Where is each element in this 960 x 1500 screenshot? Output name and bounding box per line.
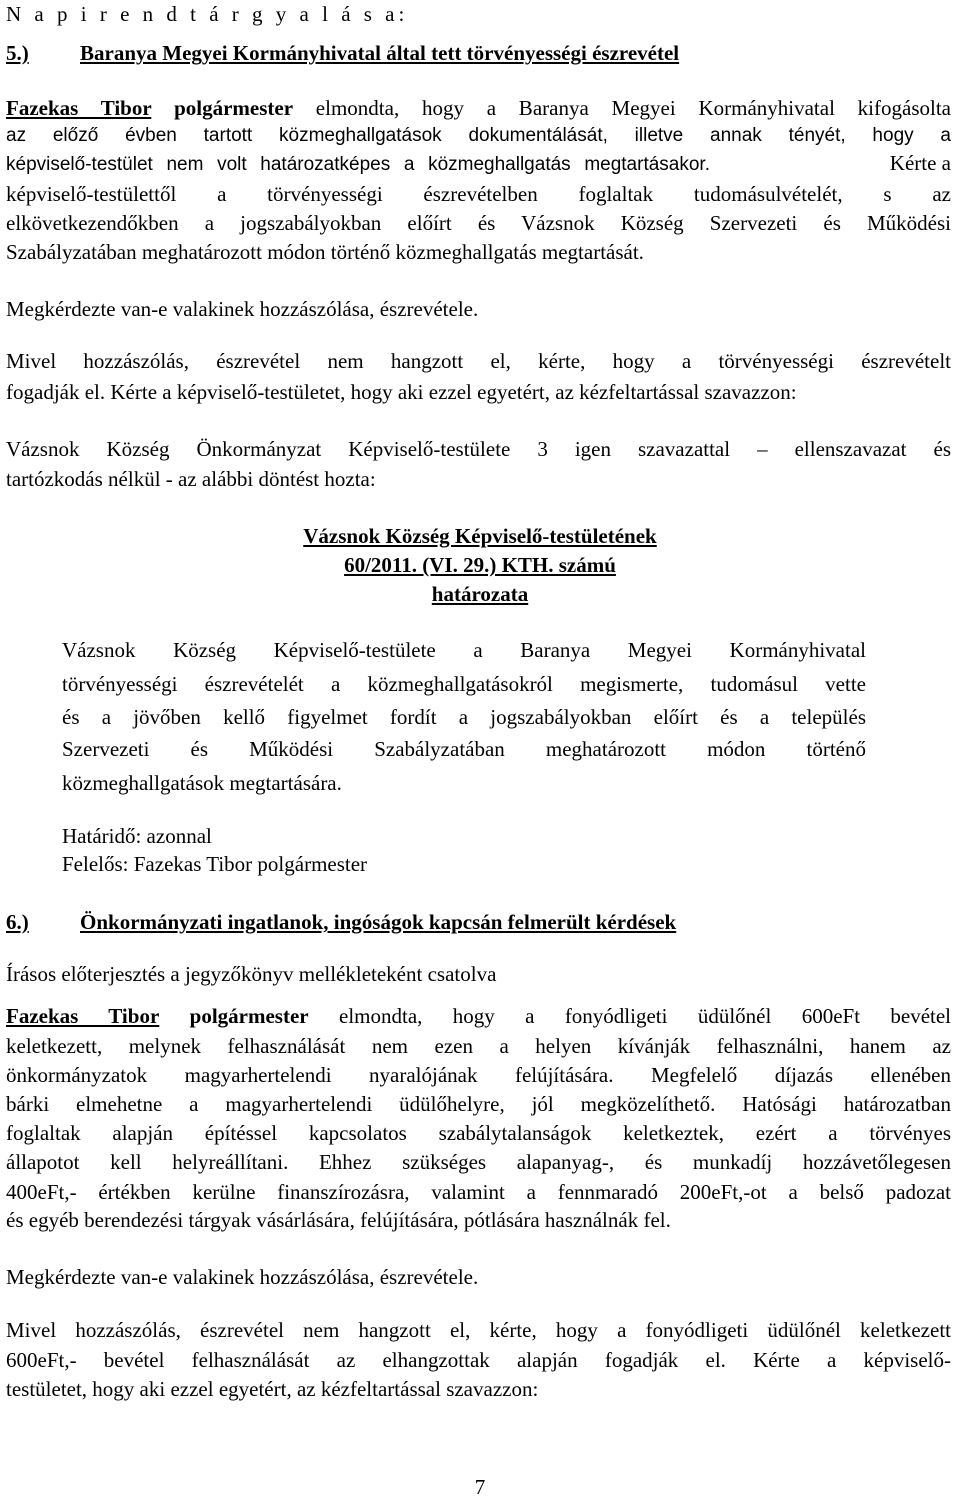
item5-para1-line2: az előző évben tartott közmeghallgatások dokumentálását, illetve annak tényét, hogy a (6, 125, 951, 146)
item5-para1-line4: képviselő-testülettől a törvényességi észrevételben foglaltak tudomásulvételét, s az (6, 182, 951, 206)
item5-para2-line2: fogadják el. Kérte a képviselő-testületet, hogy aki ezzel egyetért, az kézfeltartással szavazzon: (6, 380, 797, 404)
speaker-name: Fazekas Tibor (6, 1004, 160, 1028)
resolution-heading-line3: határozata (431, 582, 529, 606)
resolution-body-line1: Vázsnok Község Képviselő-testülete a Baranya Megyei Kormányhivatal (62, 638, 866, 662)
item6-para1-line7: 400eFt,- értékben kerülne finanszírozásra, valamint a fennmaradó 200eFt,-ot a belső padozat (6, 1180, 951, 1204)
item5-para1-line3b: Kérte a (889, 151, 951, 175)
item5-question: Megkérdezte van-e valakinek hozzászólása, észrevétele. (6, 297, 479, 321)
resolution-body-line3: és a jövőben kellő figyelmet fordít a jogszabályokban előírt és a település (62, 705, 866, 729)
item6-para1-line5: foglaltak alapján építéssel kapcsolatos szabálytalanságok keletkeztek, ezért a törvényes (6, 1121, 951, 1145)
item6-para2-line2: 600eFt,- bevétel felhasználását az elhangzottak alapján fogadják el. Kérte a képviselő- (6, 1348, 951, 1372)
resolution-body-line4: Szervezeti és Működési Szabályzatában meghatározott módon történő (62, 737, 866, 761)
item6-para1-line2: keletkezett, melynek felhasználását nem ezen a helyen kívánják felhasználni, hanem az (6, 1034, 951, 1058)
deadline: Határidő: azonnal (62, 824, 212, 848)
resolution-heading-line1: Vázsnok Község Képviselő-testületének (303, 524, 657, 548)
item5-para1-line1: Fazekas Tibor polgármester elmondta, hogy a Baranya Megyei Kormányhivatal kifogásolta (6, 96, 951, 120)
item6-attachment-note: Írásos előterjesztés a jegyzőkönyv mellékleteként csatolva (6, 962, 497, 986)
resolution-heading-line2: 60/2011. (VI. 29.) KTH. számú (344, 553, 616, 577)
item6-para1-line8: és egyéb berendezési tárgyak vásárlására, felújítására, pótlására használnák fel. (6, 1208, 671, 1232)
agenda-heading: N a p i r e n d t á r g y a l á s a: (6, 2, 409, 26)
item5-para1-line5: elkövetkezendőkben a jogszabályokban előírt és Vázsnok Község Szervezeti és Működési (6, 211, 951, 235)
item6-para1-line1: Fazekas Tibor polgármester elmondta, hogy a fonyódligeti üdülőnél 600eFt bevétel (6, 1004, 952, 1028)
item-6-number: 6.) (6, 910, 29, 934)
item5-para2-line1: Mivel hozzászólás, észrevétel nem hangzott el, kérte, hogy a törvényességi észrevételt (6, 349, 951, 373)
item6-para1-line3: önkormányzatok magyarhertelendi nyaralójának felújítására. Megfelelő díjazás ellenében (6, 1063, 951, 1087)
item-6-title: Önkormányzati ingatlanok, ingóságok kapcsán felmerült kérdések (80, 910, 677, 934)
page-number: 7 (474, 1475, 486, 1499)
item5-para1-line6: Szabályzatában meghatározott módon történő közmeghallgatás megtartását. (6, 240, 644, 264)
item5-vote-line1: Vázsnok Község Önkormányzat Képviselő-testülete 3 igen szavazattal – ellenszavazat és (6, 437, 951, 461)
resolution-body-line2: törvényességi észrevételét a közmeghallgatásokról megismerte, tudomásul vette (62, 672, 866, 696)
item6-para2-line1: Mivel hozzászólás, észrevétel nem hangzott el, kérte, hogy a fonyódligeti üdülőnél keletkezett (6, 1318, 951, 1342)
item6-para1-line6: állapotot kell helyreállítani. Ehhez szükséges alapanyag-, és munkadíj hozzávetőlegesen (6, 1150, 951, 1174)
resolution-body-line5: közmeghallgatások megtartására. (62, 771, 342, 795)
item-5-title: Baranya Megyei Kormányhivatal által tett törvényességi észrevétel (80, 41, 680, 65)
speaker-name: Fazekas Tibor (6, 96, 152, 120)
responsible: Felelős: Fazekas Tibor polgármester (62, 852, 368, 876)
item5-para1-line3: képviselő-testület nem volt határozatképes a közmeghallgatás megtartásakor. (6, 154, 710, 175)
item-5-number: 5.) (6, 41, 29, 65)
item5-vote-line2: tartózkodás nélkül - az alábbi döntést hozta: (6, 467, 376, 491)
item6-question: Megkérdezte van-e valakinek hozzászólása, észrevétele. (6, 1265, 479, 1289)
item6-para2-line3: testületet, hogy aki ezzel egyetért, az kézfeltartással szavazzon: (6, 1377, 539, 1401)
item6-para1-line4: bárki elmehetne a magyarhertelendi üdülőhelyre, jól megközelíthető. Hatósági határozatban (6, 1092, 951, 1116)
